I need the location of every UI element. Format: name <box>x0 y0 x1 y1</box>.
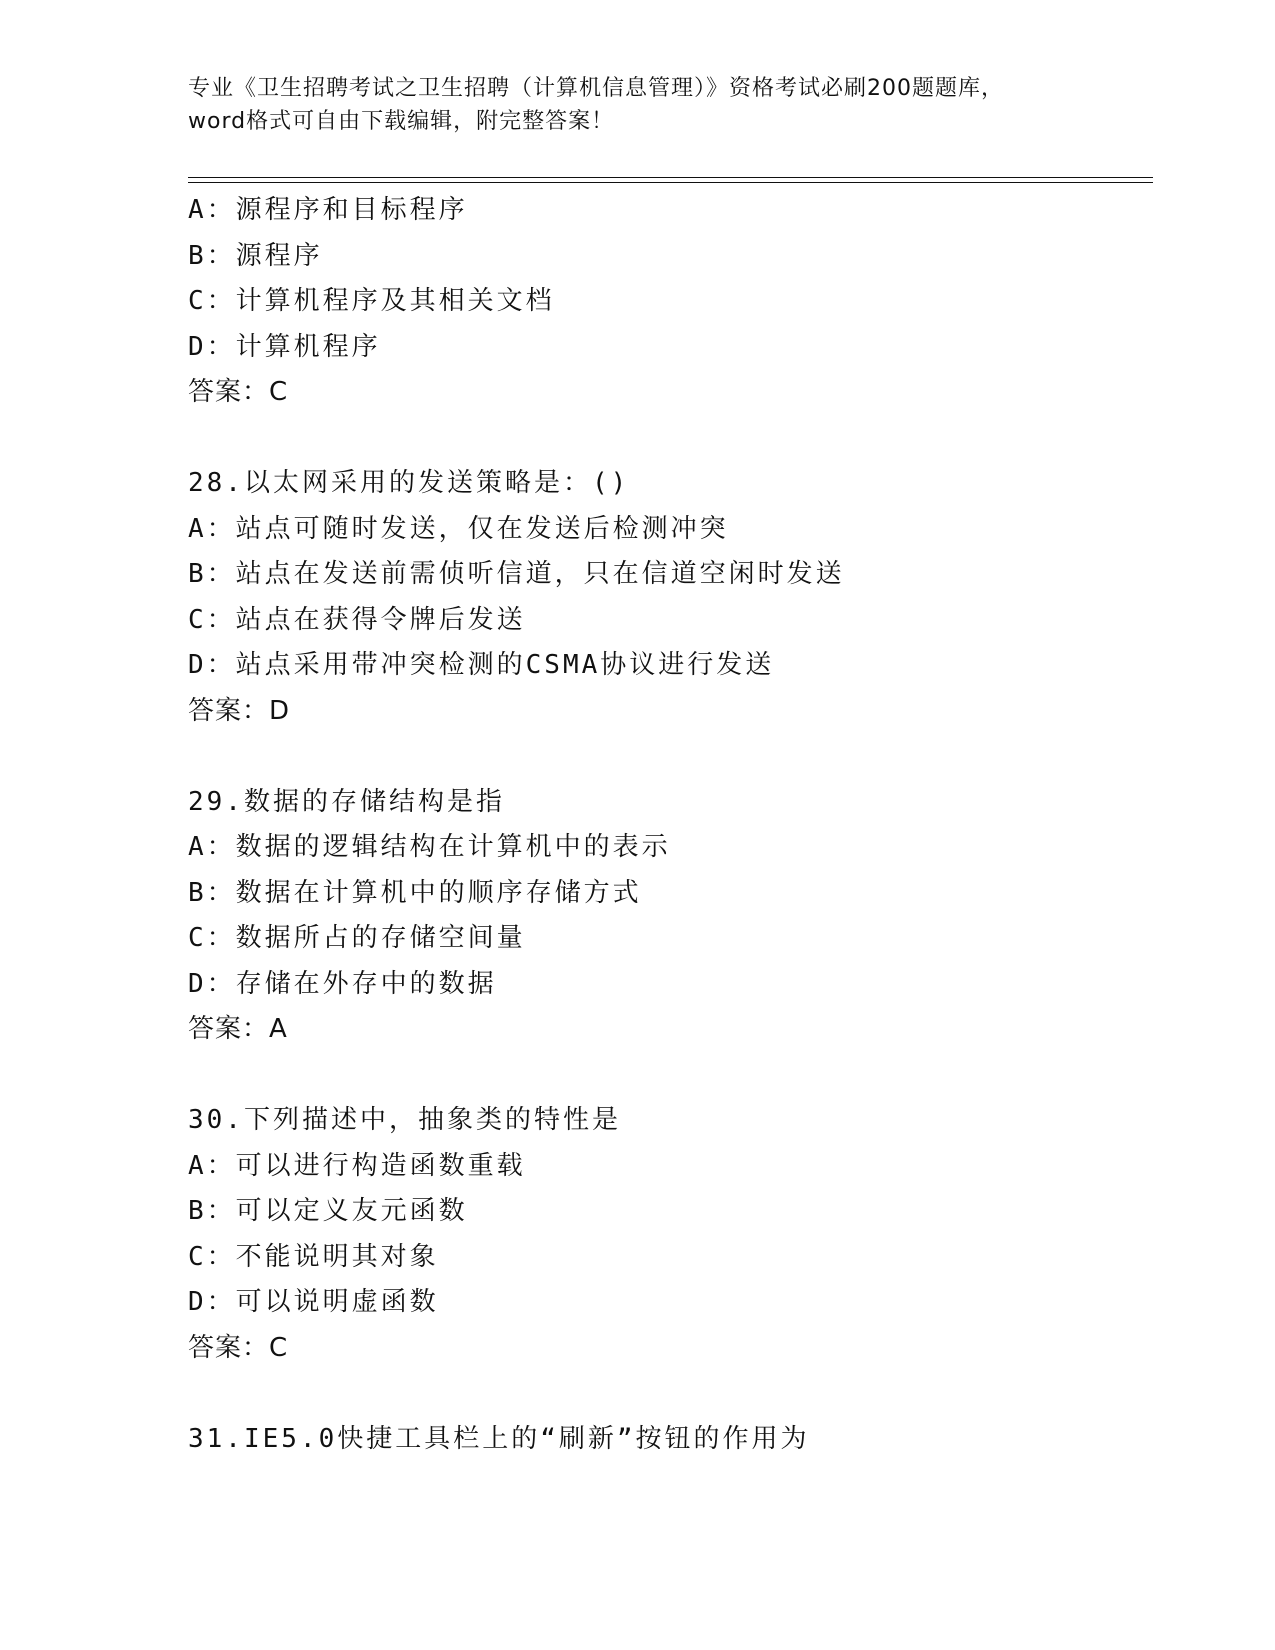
option-b: B：可以定义友元函数 <box>188 1196 468 1226</box>
question-30-block <box>188 1098 1148 1371</box>
question-text: 30.下列描述中，抽象类的特性是 <box>188 1105 621 1135</box>
answer-line: 答案：D <box>188 695 291 726</box>
question-text: 28.以太网采用的发送策略是：() <box>188 468 630 498</box>
option-a: A：可以进行构造函数重载 <box>188 1150 526 1181</box>
option-c: C：计算机程序及其相关文档 <box>188 286 555 316</box>
question-31-block <box>188 1417 1148 1463</box>
option-c: C：站点在获得令牌后发送 <box>188 604 526 635</box>
option-b: B：源程序 <box>188 240 323 271</box>
question-list <box>188 188 1148 1462</box>
question-text: 29.数据的存储结构是指 <box>188 786 505 817</box>
option-d: D：可以说明虚函数 <box>188 1287 439 1317</box>
header-title-line-2: word格式可自由下载编辑，附完整答案！ <box>188 109 615 134</box>
spacer <box>188 1371 1148 1417</box>
spacer <box>188 416 1148 462</box>
question-text: 31.IE5.0快捷工具栏上的“刷新”按钮的作用为 <box>188 1423 810 1454</box>
option-d: D：存储在外存中的数据 <box>188 968 497 999</box>
spacer <box>188 734 1148 780</box>
option-c: C：数据所占的存储空间量 <box>188 923 526 953</box>
question-29-block <box>188 780 1148 1053</box>
document-header <box>188 72 1088 138</box>
option-d: D：站点采用带冲突检测的CSMA协议进行发送 <box>188 650 775 680</box>
answer-line: 答案：A <box>188 1014 288 1044</box>
option-b: B：站点在发送前需侦听信道，只在信道空闲时发送 <box>188 559 845 589</box>
option-d: D：计算机程序 <box>188 331 381 362</box>
spacer <box>188 1053 1148 1099</box>
answer-line: 答案：C <box>188 377 289 407</box>
option-a: A：源程序和目标程序 <box>188 195 468 225</box>
option-b: B：数据在计算机中的顺序存储方式 <box>188 877 642 908</box>
question-28-block <box>188 461 1148 734</box>
question-27-block <box>188 188 1148 416</box>
answer-line: 答案：C <box>188 1332 289 1363</box>
option-a: A：数据的逻辑结构在计算机中的表示 <box>188 832 671 862</box>
header-title-line-1: 专业《卫生招聘考试之卫生招聘（计算机信息管理）》资格考试必刷200题题库， <box>188 76 1004 101</box>
option-c: C：不能说明其对象 <box>188 1241 439 1272</box>
option-a: A：站点可随时发送，仅在发送后检测冲突 <box>188 513 729 544</box>
header-double-rule <box>188 177 1153 183</box>
